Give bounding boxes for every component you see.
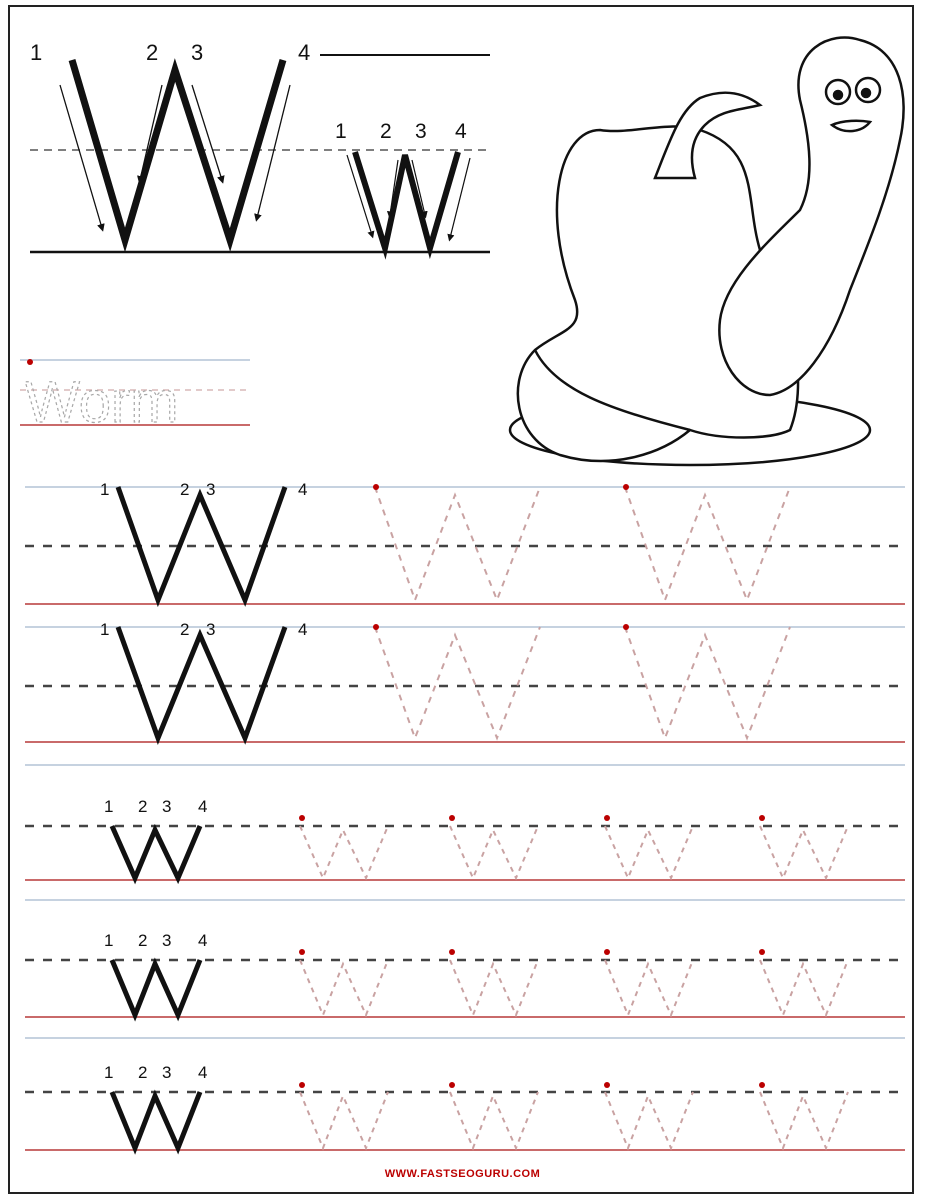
row2-num-4: 4 (298, 620, 308, 639)
stroke-number-small-3: 3 (415, 120, 427, 143)
row2-num-2: 2 (180, 620, 190, 639)
row1-num-1: 1 (100, 480, 110, 499)
row1-num-3: 3 (206, 480, 216, 499)
stroke-number-small-1: 1 (335, 120, 347, 143)
apple-worm-illustration (510, 38, 904, 466)
row5-num-2: 2 (138, 1063, 148, 1082)
big-uppercase-w (30, 40, 310, 240)
footer-website: WWW.FASTSEOGURU.COM (384, 1168, 541, 1180)
row2-num-3: 3 (206, 620, 216, 639)
practice-row-lowercase-2 (25, 900, 905, 1017)
row1-num-4: 4 (298, 480, 308, 499)
row4-num-1: 1 (104, 931, 114, 950)
stroke-number-small-2: 2 (380, 120, 392, 143)
row4-num-2: 2 (138, 931, 148, 950)
row1-num-2: 2 (180, 480, 190, 499)
row3-num-2: 2 (138, 797, 148, 816)
practice-row-uppercase-1 (25, 480, 905, 604)
traceable-word: Worm (25, 370, 179, 435)
stroke-number-1: 1 (30, 40, 43, 65)
big-lowercase-w (335, 120, 470, 248)
practice-row-uppercase-2 (25, 620, 905, 742)
row5-num-1: 1 (104, 1063, 114, 1082)
row3-num-3: 3 (162, 797, 172, 816)
row3-num-1: 1 (104, 797, 114, 816)
practice-row-lowercase-3 (25, 1038, 905, 1150)
row3-num-4: 4 (198, 797, 208, 816)
row2-num-1: 1 (100, 620, 110, 639)
row4-num-3: 3 (162, 931, 172, 950)
practice-row-lowercase-1 (25, 765, 905, 880)
stroke-number-small-4: 4 (455, 120, 467, 143)
row4-num-4: 4 (198, 931, 208, 950)
row5-num-4: 4 (198, 1063, 208, 1082)
stroke-number-3: 3 (191, 40, 204, 65)
stroke-number-2: 2 (146, 40, 159, 65)
row5-num-3: 3 (162, 1063, 172, 1082)
stroke-number-4: 4 (298, 40, 311, 65)
